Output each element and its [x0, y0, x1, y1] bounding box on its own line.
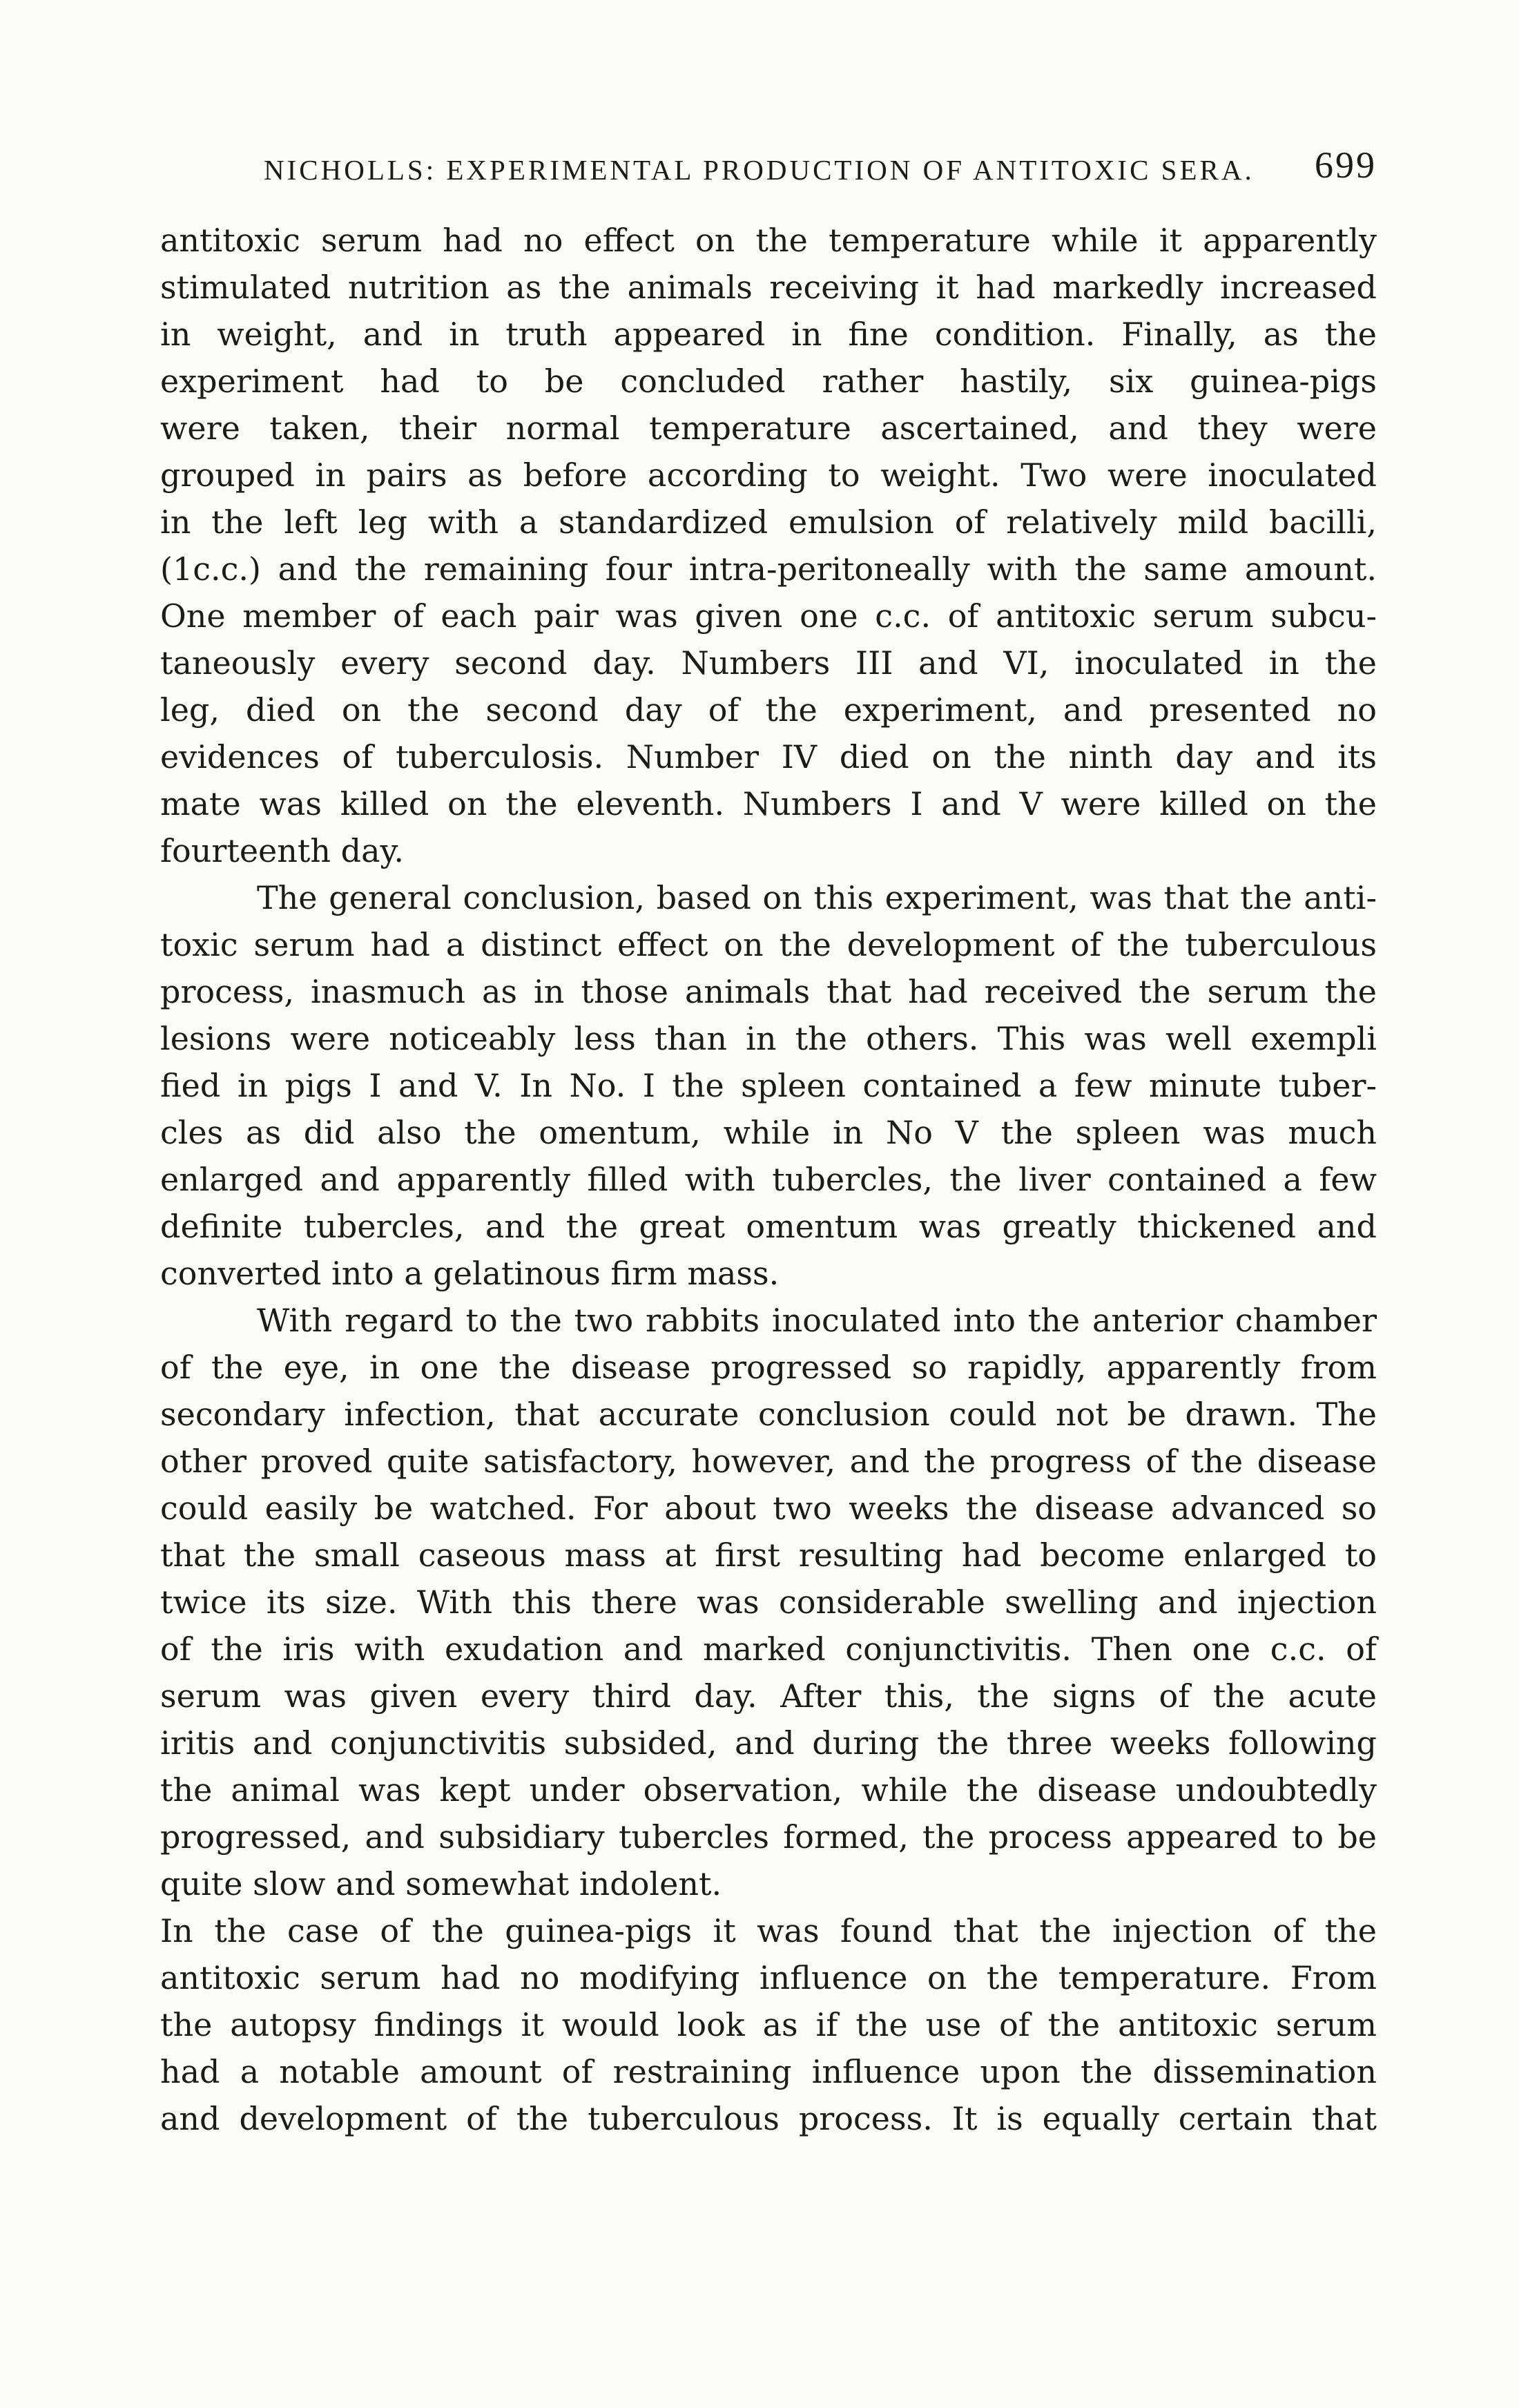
page-number: 699 — [1315, 144, 1377, 186]
text-line: in weight, and in truth appeared in fine condition. Finally, as the — [160, 316, 1377, 353]
paragraph-1 — [160, 217, 1377, 874]
text-line: In the case of the guinea-pigs it was found that the injection of the — [160, 1912, 1377, 1949]
text-line: process, inasmuch as in those animals that had received the serum the — [160, 973, 1377, 1010]
text-line: antitoxic serum had no effect on the temperature while it apparently — [160, 222, 1377, 259]
text-line: the animal was kept under observation, while the disease undoubtedly — [160, 1771, 1377, 1809]
text-line: mate was killed on the eleventh. Numbers I and V were killed on the — [160, 785, 1377, 822]
text-line: and development of the tuberculous process. It is equally certain that — [160, 2100, 1377, 2137]
text-line: antitoxic serum had no modifying influence on the temperature. From — [160, 1959, 1377, 1996]
text-line: stimulated nutrition as the animals receiving it had markedly increased — [160, 269, 1377, 306]
text-line: quite slow and somewhat indolent. — [160, 1865, 722, 1903]
text-line: toxic serum had a distinct effect on the development of the tuberculous — [160, 926, 1377, 963]
text-line: secondary infection, that accurate conclusion could not be drawn. The — [160, 1396, 1377, 1433]
running-title: NICHOLLS: EXPERIMENTAL PRODUCTION OF ANTITOXIC SERA. — [264, 154, 1255, 186]
text-line: had a notable amount of restraining influence upon the dissemination — [160, 2053, 1377, 2090]
paragraph-3 — [160, 1297, 1377, 1907]
text-line: in the left leg with a standardized emulsion of relatively mild bacilli, — [160, 503, 1377, 541]
text-line: the autopsy findings it would look as if the use of the antitoxic serum — [160, 2006, 1377, 2043]
text-line: One member of each pair was given one c.c. of antitoxic serum subcu- — [160, 597, 1377, 635]
text-line: serum was given every third day. After this, the signs of the acute — [160, 1677, 1377, 1715]
text-line: twice its size. With this there was considerable swelling and injection — [160, 1583, 1377, 1621]
text-line: lesions were noticeably less than in the others. This was well exempli — [160, 1020, 1377, 1057]
document-page — [160, 0, 1377, 2408]
text-line: leg, died on the second day of the experiment, and presented no — [160, 691, 1377, 729]
body-text — [160, 217, 1377, 2142]
paragraph-4 — [160, 1907, 1377, 2142]
text-line: taneously every second day. Numbers III and VI, inoculated in the — [160, 644, 1377, 682]
text-line: grouped in pairs as before according to weight. Two were inoculated — [160, 456, 1377, 494]
text-line: (1c.c.) and the remaining four intra-peritoneally with the same amount. — [160, 550, 1377, 588]
text-line: fourteenth day. — [160, 832, 404, 869]
text-line: were taken, their normal temperature ascertained, and they were — [160, 410, 1377, 447]
running-head — [264, 144, 1377, 192]
text-line: enlarged and apparently filled with tubercles, the liver contained a few — [160, 1161, 1377, 1198]
text-line: progressed, and subsidiary tubercles formed, the process appeared to be — [160, 1818, 1377, 1856]
text-line: converted into a gelatinous firm mass. — [160, 1255, 780, 1292]
text-line: of the iris with exudation and marked conjunctivitis. Then one c.c. of — [160, 1630, 1377, 1668]
text-line: evidences of tuberculosis. Number IV died on the ninth day and its — [160, 738, 1377, 776]
text-line: experiment had to be concluded rather hastily, six guinea-pigs — [160, 363, 1377, 400]
text-line: other proved quite satisfactory, however, and the progress of the disease — [160, 1443, 1377, 1480]
text-line: of the eye, in one the disease progressed so rapidly, apparently from — [160, 1349, 1377, 1386]
text-line: cles as did also the omentum, while in No V the spleen was much — [160, 1114, 1377, 1151]
text-line: The general conclusion, based on this experiment, was that the anti- — [257, 879, 1377, 916]
text-line: With regard to the two rabbits inoculated into the anterior chamber — [257, 1302, 1377, 1339]
text-line: that the small caseous mass at first resulting had become enlarged to — [160, 1537, 1377, 1574]
text-line: fied in pigs I and V. In No. I the spleen contained a few minute tuber- — [160, 1067, 1377, 1104]
paragraph-2 — [160, 874, 1377, 1297]
text-line: iritis and conjunctivitis subsided, and during the three weeks following — [160, 1724, 1377, 1762]
text-line: could easily be watched. For about two weeks the disease advanced so — [160, 1490, 1377, 1527]
text-line: definite tubercles, and the great omentum was greatly thickened and — [160, 1208, 1377, 1245]
